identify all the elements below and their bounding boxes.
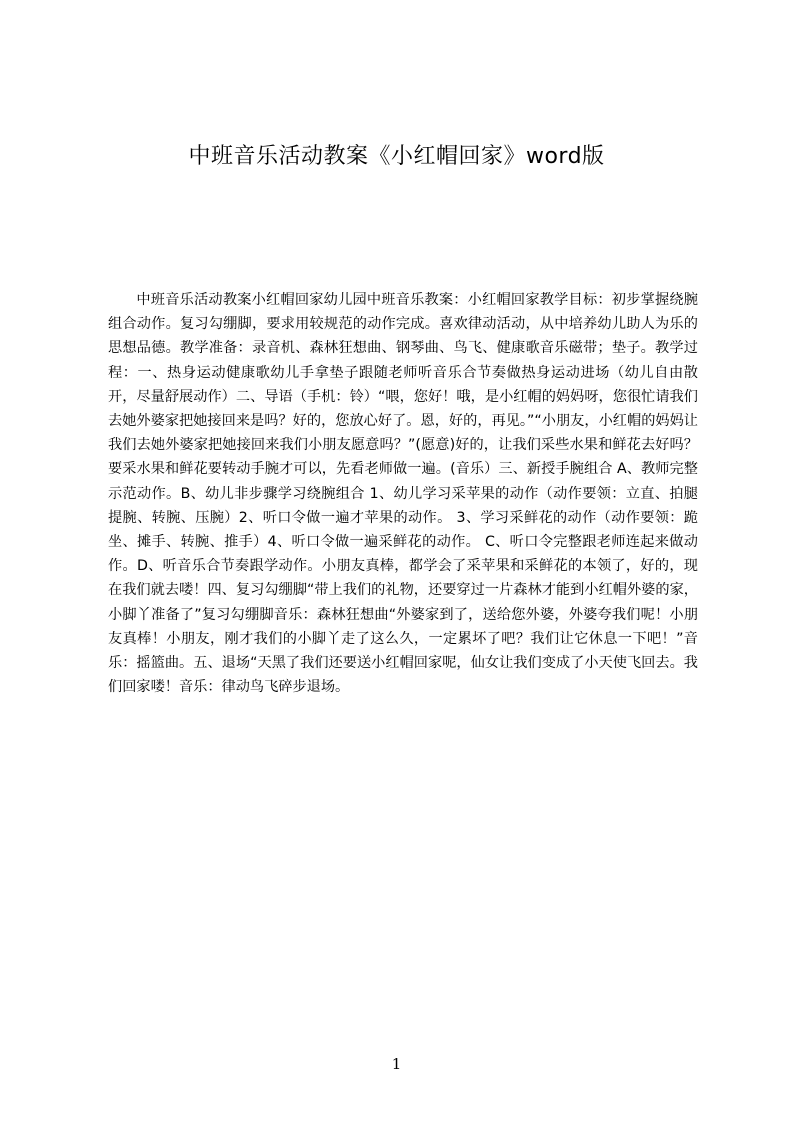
page-number: 1: [391, 1055, 402, 1073]
document-body-paragraph: 中班音乐活动教案小红帽回家幼儿园中班音乐教案：小红帽回家教学目标：初步掌握绕腕组合动作。复习勾绷脚，要求用较规范的动作完成。喜欢律动活动，从中培养幼儿助人为乐的思想品德。教学准备：录音机、森林狂想曲、钢琴曲、鸟飞、健康歌音乐磁带；垫子。教学过程：一、热身运动健康歌幼儿手拿垫子跟随老师听音乐合节奏做热身运动进场（幼儿自由散开，尽量舒展动作）二、导语（手机：铃）“喂，您好！哦，是小红帽的妈妈呀，您很忙请我们去她外婆家把她接回来是吗？好的，您放心好了。恩，好的，再见。”“小朋友，小红帽的妈妈让我们去她外婆家把她接回来我们小朋友愿意吗？”(愿意)好的，让我们采些水果和鲜花去好吗？要采水果和鲜花要转动手腕才可以，先看老师做一遍。(音乐）三、新授手腕组合 A、教师完整示范动作。B、幼儿非步骤学习绕腕组合 1、幼儿学习采苹果的动作（动作要领：立直、拍腿提腕、转腕、压腕）2、听口令做一遍才苹果的动作。 3、学习采鲜花的动作（动作要领：跪坐、摊手、转腕、推手）4、听口令做一遍采鲜花的动作。 C、听口令完整跟老师连起来做动作。D、听音乐合节奏跟学动作。小朋友真棒，都学会了采苹果和采鲜花的本领了，好的，现在我们就去喽！四、复习勾绷脚“带上我们的礼物，还要穿过一片森林才能到小红帽外婆的家，小脚丫准备了”复习勾绷脚音乐：森林狂想曲“外婆家到了，送给您外婆，外婆夸我们呢！小朋友真棒！小朋友，刚才我们的小脚丫走了这么久，一定累坏了吧？我们让它休息一下吧！”音乐：摇篮曲。五、退场“天黑了我们还要送小红帽回家呢，仙女让我们变成了小天使飞回去。我们回家喽！音乐：律动鸟飞碎步退场。: [108, 292, 698, 696]
document-title: 中班音乐活动教案《小红帽回家》word版: [188, 144, 605, 169]
